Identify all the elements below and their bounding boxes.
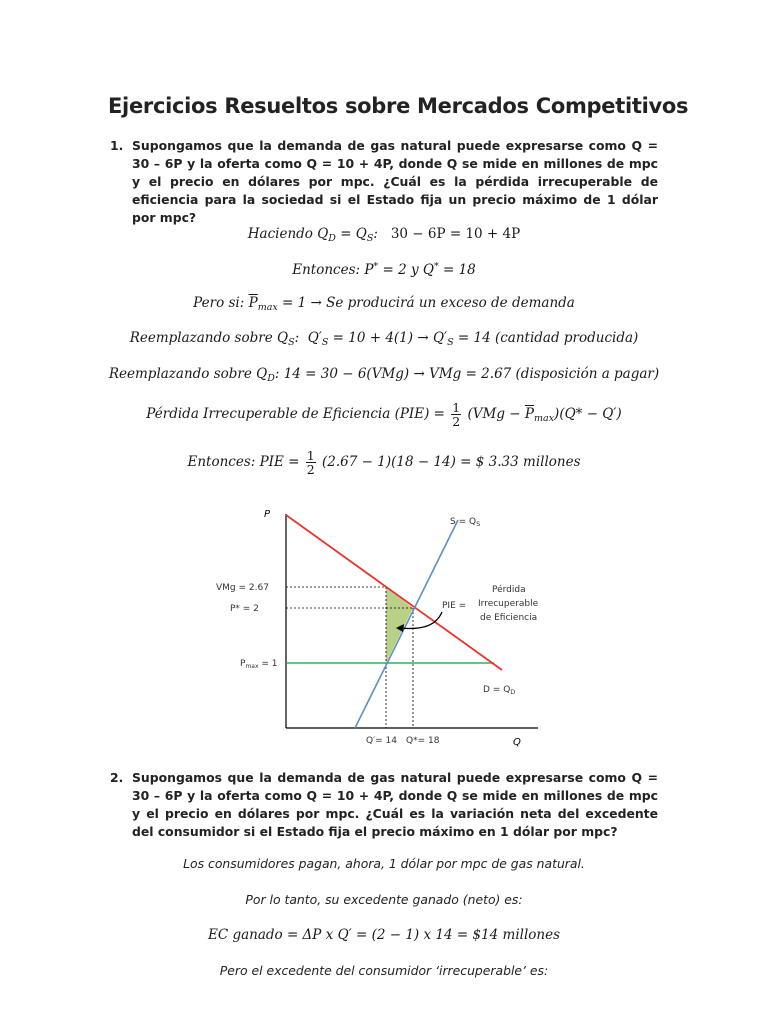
supply-label: $S = Q_S$ (450, 517, 481, 528)
equation-6: Pérdida Irrecuperable de Eficiencia (PIE) = $\frac{1}{2}$ $(VMg - \overline{P}_{max})(Q* - Q')$ (146, 400, 622, 429)
eq5-label: Reemplazando sobre (108, 366, 252, 382)
note-3: Pero el excedente del consumidor ‘irrecuperable’ es: (219, 963, 549, 978)
equation-5: Reemplazando sobre $Q_D$: 14 = 30 − 6(VMg) → VMg = 2.67 (disposición a pagar) (108, 366, 660, 384)
problem-2-text: Supongamos que la demanda de gas natural puede expresarse como Q = 30 – 6P y la oferta como Q = 10 + 4P, donde Q se mide en millones de mpc y el precio en dólares por mpc. ¿Cuál es la variación neta del excedente del consumidor si el Estado fija el precio máximo en 1 dólar por mpc? (132, 770, 658, 839)
pstar-label: P* = 2 (230, 604, 259, 614)
pie-label: PIE = (442, 601, 467, 611)
equation-2: Entonces: P* = 2 y Q* = 18 (292, 261, 476, 278)
problem-2-number: 2. (110, 770, 124, 785)
eq1-cond: : (373, 226, 378, 242)
pmax-label: $P_{max} = 1$ (240, 659, 278, 670)
ec-equation: EC ganado = ΔP x Q′ = (2 − 1) x 14 = $14 millones (207, 927, 561, 943)
pie-desc-2: Irrecuperable (478, 599, 539, 609)
eq6-end: )(Q* − Q′) (554, 406, 622, 422)
eq3-body: = 1 → Se producirá un exceso de demanda (282, 295, 575, 311)
pie-desc-3: de Eficiencia (480, 613, 538, 623)
market-graph (200, 500, 560, 750)
equation-1: Haciendo $Q_D = Q_S$: 30 − 6P = 10 + 4P (247, 226, 521, 244)
eq7-label: Entonces: PIE = (187, 454, 300, 470)
note-1: Los consumidores pagan, ahora, 1 dólar por mpc de gas natural. (183, 856, 585, 871)
x-axis-label: Q (513, 737, 521, 748)
qstar-label: Q*= 18 (406, 736, 440, 746)
problem-1-number: 1. (110, 138, 124, 153)
pie-desc-1: Pérdida (492, 585, 526, 595)
eq1-rhs: 30 − 6P = 10 + 4P (390, 226, 521, 242)
eq6-label: Pérdida Irrecuperable de Eficiencia (PIE) = (146, 406, 445, 422)
problem-1 (110, 137, 658, 227)
eq4-body: = 10 + 4(1) → (332, 330, 429, 346)
eq4-label: Reemplazando sobre (129, 330, 273, 346)
equation-3: Pero si: $\overline{P}_{max} = 1 \to Se$ producirá un exceso de demanda (193, 295, 575, 313)
y-axis-label: P (264, 509, 271, 520)
eq3-label: Pero si: (193, 295, 245, 311)
problem-1-text: Supongamos que la demanda de gas natural puede expresarse como Q = 30 – 6P y la oferta como Q = 10 + 4P, donde Q se mide en millones de mpc y el precio en dólares por mpc. ¿Cuál es la pérdida irrecuperable de eficiencia para la sociedad si el Estado fija un precio máximo de 1 dólar por mpc? (132, 138, 658, 225)
pie-area (386, 587, 413, 663)
fraction-half: $\frac{1}{2}$ (452, 400, 461, 429)
supply-curve (355, 520, 458, 728)
problem-2 (110, 769, 658, 841)
eq2-body: = 2 y Q (382, 262, 434, 278)
eq7-body: (2.67 − 1)(18 − 14) = $ 3.33 millones (322, 454, 581, 470)
eq2-label: Entonces: (292, 262, 361, 278)
eq4-end: = 14 (cantidad producida) (457, 330, 639, 346)
demand-label: $D = Q_D$ (483, 685, 516, 696)
equation-7 (0, 449, 768, 476)
eq6-body: (VMg − (467, 406, 521, 422)
page-title: Ejercicios Resueltos sobre Mercados Competitivos (108, 94, 689, 118)
eq2-end: = 18 (442, 262, 476, 278)
vmg-label: VMg = 2.67 (216, 583, 269, 593)
qprime-label: Q′= 14 (366, 736, 397, 746)
eq1-label: Haciendo (247, 226, 313, 242)
eq5-body: : 14 = 30 − 6(VMg) → VMg = 2.67 (disposición a pagar) (274, 366, 660, 382)
demand-curve (286, 515, 502, 670)
fraction-half: $\frac{1}{2}$ (306, 448, 315, 477)
note-2: Por lo tanto, su excedente ganado (neto) es: (245, 892, 523, 907)
equation-4: Reemplazando sobre $Q_S$: $Q'_S = 10 + 4(1) \to Q'_S = 14$ (cantidad producida) (129, 330, 639, 348)
